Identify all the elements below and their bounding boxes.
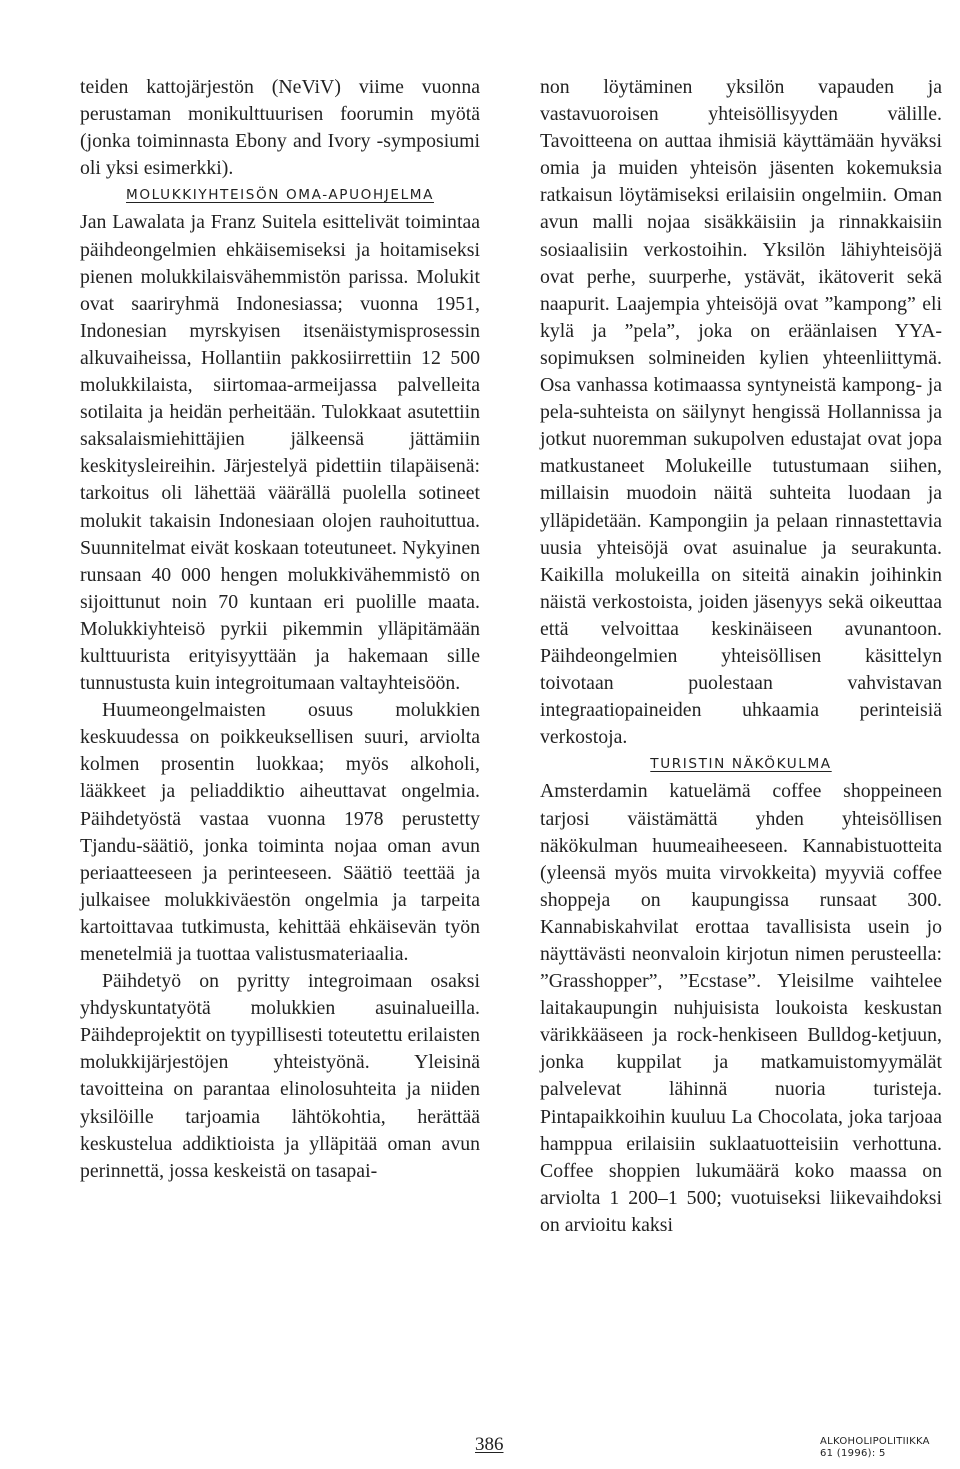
left-column <box>80 74 480 1185</box>
paragraph: non löytäminen yksilön vapauden ja vastavuoroisen yhteisöllisyyden välille. Tavoitteena on auttaa ihmisiä käyttämään hyväksi omia ja muiden yhteisön jäsenten kokemuksia ratkaisun löytämiseksi erilaisiin ongelmiin. Oman avun malli nojaa sisäkkäisiin ja rinnakkaisiin sosiaalisiin verkostoihin. Yksilön lähiyhteisöjä ovat perhe, suurperhe, ystävät, ikätoverit sekä naapurit. Laajempia yhteisöjä ovat ”kampong” eli kylä ja ”pela”, joka on eräänlaisen YYA-sopimuksen solmineiden kylien yhteenliittymä. Osa vanhassa kotimaassa syntyneistä kampong- ja pela-suhteista on säilynyt hengissä Hollannissa ja jotkut nuoremman sukupolven edustajat ovat jopa matkustaneet Molukeille tutustumaan siihen, millaisin muodoin näitä suhteita luodaan ja ylläpidetään. Kampongiin ja pelaan rinnastettavia uusia yhteisöjä ovat asuinalue ja seurakunta. Kaikilla molukeilla on siteitä ainakin joihinkin näistä verkostoista, joiden jäsenyys sekä oikeuttaa että velvoittaa keskinäiseen avunantoon. Päihdeongelmien yhteisöllisen käsittelyn toivotaan puolestaan vahvistavan integraatiopaineiden uhkaamia perinteisiä verkostoja. <box>540 76 942 749</box>
paragraph: Jan Lawalata ja Franz Suitela esittelivät toimintaa päihdeongelmien ehkäisemiseksi ja hoitamiseksi pienen molukkilaisvähemmistön parissa. Molukit ovat saariryhmä Indonesiassa; vuonna 1951, Indonesian myrskyisen itsenäistymisprosessin alkuvaiheissa, Hollantiin pakkosiirrettiin 12 500 molukkilaista, siirtomaa-armeijassa palvelleita sotilaita ja heidän perheitään. Tulokkaat asutettiin saksalaismiehittäjien jälkeensä jättämiin keskitysleireihin. Järjestelyä pidettiin tilapäisenä: tarkoitus oli lähettää väärällä puolella sotineet molukit takaisin Indonesiaan olojen rauhoituttua. Suunnitelmat eivät koskaan toteutuneet. Nykyinen runsaan 40 000 hengen molukkivähemmistö on sijoittunut noin 70 kuntaan eri puolille maata. Molukkiyhteisö pyrkii pikemmin ylläpitämään kulttuurista erityisyyttään ja hakemaan sille tunnustusta kuin integroitumaan valtayhteisöön. <box>80 211 480 695</box>
paragraph: Päihdetyö on pyritty integroimaan osaksi yhdyskuntatyötä molukkien asuinalueilla. Päihdeprojektit on tyypillisesti toteutettu erilaisten molukkijärjestöjen yhteistyönä. Yleisinä tavoitteina on parantaa elinolosuhteita ja niiden yksilöille tarjoamia lähtökohtia, herättää keskustelua addiktioista ja ylläpitää oman avun perinnettä, jossa keskeistä on tasapai- <box>80 970 480 1182</box>
journal-reference <box>820 1436 930 1460</box>
intro-paragraph: teiden kattojärjestön (NeViV) viime vuonna perustaman monikulttuurisen foorumin myötä (jonka toiminnasta Ebony and Ivory -symposiumi oli yksi esimerkki). <box>80 76 480 180</box>
paragraph: Amsterdamin katuelämä coffee shoppeineen tarjosi väistämättä yhden yhteisöllisen näkökulman huumeaiheeseen. Kannabistuotteita (yleensä myös muita virvokkeita) myyviä coffee shoppeja on kaupungissa runsaat 300. Kannabiskahvilat erottaa tavallisista usein jo näyttävästi neonvaloin kirjotun nimen perusteella: ”Grasshopper”, ”Ecstase”. Yleisilme vaihtelee laitakaupungin nuhjuisista loukoista keskustan värikkääseen ja rock-henkiseen Bulldog-ketjuun, jonka kuppilat ja matkamuistomyymälät palvelevat lähinnä nuoria turisteja. Pintapaikkoihin kuuluu La Chocolata, joka tarjoaa hamppua erilaisiin suklaatuotteisiin verhottuna. Coffee shoppien lukumäärä koko maassa on arviolta 1 200–1 500; vuotuiseksi liikevaihdoksi on arvioitu kaksi <box>540 780 942 1236</box>
section-heading-turisti: TURISTIN NÄKÖKULMA <box>650 756 832 773</box>
journal-issue: 61 (1996): 5 <box>820 1448 886 1459</box>
journal-name: ALKOHOLIPOLITIIKKA <box>820 1436 930 1447</box>
right-column <box>540 74 942 1239</box>
section-heading-molukki: MOLUKKIYHTEISÖN OMA-APUOHJELMA <box>126 187 434 204</box>
paragraph: Huumeongelmaisten osuus molukkien keskuudessa on poikkeuksellisen suuri, arviolta kolmen prosentin luokkaa; myös alkoholi, lääkkeet ja peliaddiktio aiheuttavat ongelmia. Päihdetyöstä vastaa vuonna 1978 perustetty Tjandu-säätiö, jonka toiminta nojaa oman avun periaatteeseen ja perinteeseen. Säätiö teettää ja julkaisee molukkiväestön ongelmia ja tarpeita kartoittavaa tutkimusta, kehittää ehkäisevän työn menetelmiä ja tuottaa valistusmateriaalia. <box>80 699 480 965</box>
page-number: 386 <box>475 1434 504 1455</box>
